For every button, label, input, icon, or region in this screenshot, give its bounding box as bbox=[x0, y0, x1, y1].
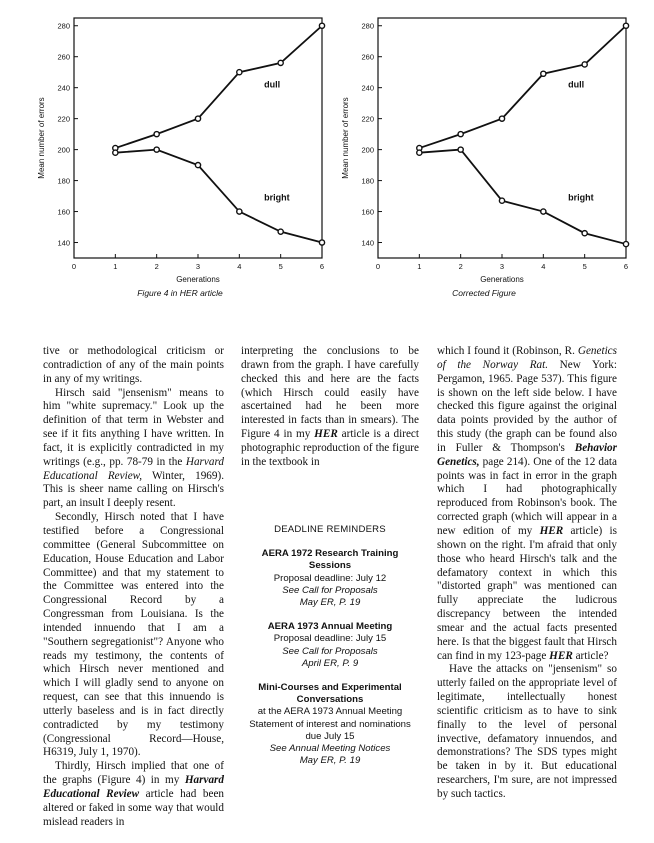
series-line-dull bbox=[419, 26, 626, 148]
figure-corrected bbox=[334, 0, 634, 305]
deadline-reminders-box bbox=[247, 510, 413, 779]
data-point-dull bbox=[319, 23, 324, 28]
deadline-ref: May ER, P. 19 bbox=[299, 597, 361, 609]
y-tick-label: 220 bbox=[361, 114, 374, 124]
paragraph: Have the attacks on "jensenism" so utterly failed on the appropriate level of legitimate, intellectually honest scientific criticism as to have to sink finally to the level of personal invective, defamatory innuendos, and demonstrations? The SDS types might be taken in by it. But educational researchers, I'm sure, are not impressed by such tactics. bbox=[437, 663, 617, 800]
x-tick-label: 4 bbox=[237, 262, 242, 271]
series-label-bright: bright bbox=[568, 192, 594, 203]
data-point-dull bbox=[154, 132, 159, 137]
plot-frame bbox=[74, 18, 322, 258]
y-tick-label: 160 bbox=[57, 207, 70, 217]
paragraph: tive or methodological criticism or contradiction of any of the main points in any of my writings. bbox=[43, 345, 224, 385]
paragraph: which I found it (Robinson, R. Genetics of the Norway Rat. New York: Pergamon, 1965. Page 537). This figure is shown on the left side below. I have checked this figure against the original data points provided by the author of this study (the graph can be found also in Fuller & Thompson's Behavior Genetics, page 214). One of the 12 data points was in fact in error in the graph which I had photographically reproduced from Robinson's book. The corrected graph (which will appear in a new edition of my HER article) is shown on the right. I'm afraid that only those who heard Hirsch's talk and the defamatory context in which this "distorted graph" was mentioned can fully appreciate the ludicrous discrepancy between the intended smear and the actual facts presented here. Is that the biggest fault that Hirsch can find in my 123-page HER article? bbox=[437, 345, 617, 662]
series-label-dull: dull bbox=[264, 79, 281, 90]
deadline-date: Proposal deadline: July 15 bbox=[273, 633, 387, 645]
data-point-bright bbox=[154, 147, 159, 152]
y-tick-label: 280 bbox=[361, 21, 374, 31]
data-point-bright bbox=[582, 231, 587, 236]
deadline-date: Proposal deadline: July 12 bbox=[273, 572, 387, 584]
paragraph: Secondly, Hirsch noted that I have testified before a Congressional committee (General Subcommittee on Education, House Education and Labor Committee) and that my statement to the Committee was entered into the Congressional Record by a Congressman from Louisiana. Is the intended innuendo that I am a "Southern segregationist"? Anyone who reads my testimony, the contents of which Hirsch never mentioned and which I will gladly send to anyone on request, can see that this innuendo is utterly baseless and is in fact directly contradicted by my testimony (Congressional Record—House, H6319, July 1, 1970). bbox=[43, 511, 224, 759]
data-point-dull bbox=[499, 116, 504, 121]
chart-corrected bbox=[334, 0, 634, 290]
y-tick-label: 160 bbox=[361, 207, 374, 217]
figure-4-original bbox=[30, 0, 330, 305]
data-point-dull bbox=[278, 60, 283, 65]
x-tick-label: 6 bbox=[623, 262, 629, 271]
x-axis-title: Generations bbox=[480, 275, 524, 284]
data-point-dull bbox=[237, 70, 242, 75]
deadline-item bbox=[247, 548, 413, 609]
x-tick-label: 1 bbox=[417, 262, 422, 271]
deadline-see: See Call for Proposals bbox=[282, 584, 378, 596]
data-point-bright bbox=[237, 209, 242, 214]
series-label-bright: bright bbox=[264, 192, 290, 203]
y-axis-title: Mean number of errors bbox=[341, 97, 350, 179]
x-tick-label: 6 bbox=[319, 262, 325, 271]
data-point-bright bbox=[113, 150, 118, 155]
y-tick-label: 180 bbox=[57, 176, 70, 186]
x-tick-label: 1 bbox=[113, 262, 118, 271]
data-point-dull bbox=[623, 23, 628, 28]
y-tick-label: 140 bbox=[57, 238, 70, 248]
x-tick-label: 0 bbox=[375, 262, 381, 271]
deadline-heading: DEADLINE REMINDERS bbox=[274, 524, 386, 535]
data-point-bright bbox=[623, 241, 628, 246]
data-point-bright bbox=[541, 209, 546, 214]
series-line-dull bbox=[115, 26, 322, 148]
x-tick-label: 0 bbox=[71, 262, 77, 271]
data-point-bright bbox=[278, 229, 283, 234]
text-column-1 bbox=[43, 345, 224, 830]
data-point-bright bbox=[319, 240, 324, 245]
data-point-bright bbox=[417, 150, 422, 155]
x-tick-label: 3 bbox=[195, 262, 201, 271]
deadline-ref: May ER, P. 19 bbox=[299, 755, 361, 767]
x-tick-label: 3 bbox=[499, 262, 505, 271]
deadline-title: Mini-Courses and Experimental Conversations bbox=[258, 682, 402, 706]
data-point-bright bbox=[195, 162, 200, 167]
x-axis-title: Generations bbox=[176, 275, 220, 284]
series-line-bright bbox=[419, 150, 626, 244]
paragraph: Hirsch said "jensenism" means to him "white supremacy." Look up the definition of that term in Webster and see if it fits anything I have written. In fact, it is explicitly contradicted in my writings (e.g., pp. 78-79 in the Harvard Educational Review, Winter, 1969). This is sheer name calling on Hirsch's part, an insult I deeply resent. bbox=[43, 386, 225, 510]
y-tick-label: 260 bbox=[361, 52, 374, 62]
deadline-ref: April ER, P. 9 bbox=[301, 657, 359, 669]
y-tick-label: 140 bbox=[361, 238, 374, 248]
data-point-dull bbox=[458, 132, 463, 137]
deadline-detail: Statement of interest and nominations due July 15 bbox=[249, 718, 411, 742]
x-tick-label: 2 bbox=[154, 262, 159, 271]
data-point-bright bbox=[499, 198, 504, 203]
y-tick-label: 280 bbox=[57, 21, 70, 31]
text-column-3 bbox=[437, 345, 617, 802]
y-tick-label: 260 bbox=[57, 52, 70, 62]
y-tick-label: 200 bbox=[57, 145, 70, 155]
deadline-title: AERA 1973 Annual Meeting bbox=[267, 621, 393, 633]
deadline-title: AERA 1972 Research Training Sessions bbox=[261, 548, 399, 572]
chart-original bbox=[30, 0, 330, 290]
paragraph: Thirdly, Hirsch implied that one of the graphs (Figure 4) in my Harvard Educational Review article had been altered or faked in some way that would mislead readers in bbox=[43, 760, 225, 828]
y-tick-label: 200 bbox=[361, 145, 374, 155]
data-point-dull bbox=[582, 62, 587, 67]
deadline-detail: at the AERA 1973 Annual Meeting bbox=[257, 706, 403, 718]
series-label-dull: dull bbox=[568, 79, 585, 90]
x-tick-label: 4 bbox=[541, 262, 546, 271]
x-tick-label: 5 bbox=[582, 262, 587, 271]
y-tick-label: 180 bbox=[361, 176, 374, 186]
data-point-dull bbox=[195, 116, 200, 121]
data-point-dull bbox=[541, 71, 546, 76]
figure-caption: Figure 4 in HER article bbox=[137, 288, 223, 298]
paragraph: interpreting the conclusions to be drawn from the graph. I have carefully checked this and here are the facts (which Hirsch could easily have ascertained had he been more interested in facts than in smears). The Figure 4 in my HER article is a direct photographic reproduction of the figure in the textbook in bbox=[241, 345, 419, 468]
y-tick-label: 220 bbox=[57, 114, 70, 124]
x-tick-label: 5 bbox=[278, 262, 283, 271]
figure-caption: Corrected Figure bbox=[452, 288, 516, 298]
data-point-bright bbox=[458, 147, 463, 152]
x-tick-label: 2 bbox=[458, 262, 463, 271]
deadline-see: See Annual Meeting Notices bbox=[269, 743, 391, 755]
deadline-see: See Call for Proposals bbox=[282, 645, 378, 657]
series-line-bright bbox=[115, 150, 322, 243]
deadline-item bbox=[247, 682, 413, 767]
plot-frame bbox=[378, 18, 626, 258]
text-column-2 bbox=[241, 345, 419, 470]
y-tick-label: 240 bbox=[361, 83, 374, 93]
y-tick-label: 240 bbox=[57, 83, 70, 93]
y-axis-title: Mean number of errors bbox=[37, 97, 46, 179]
deadline-item bbox=[247, 621, 413, 670]
